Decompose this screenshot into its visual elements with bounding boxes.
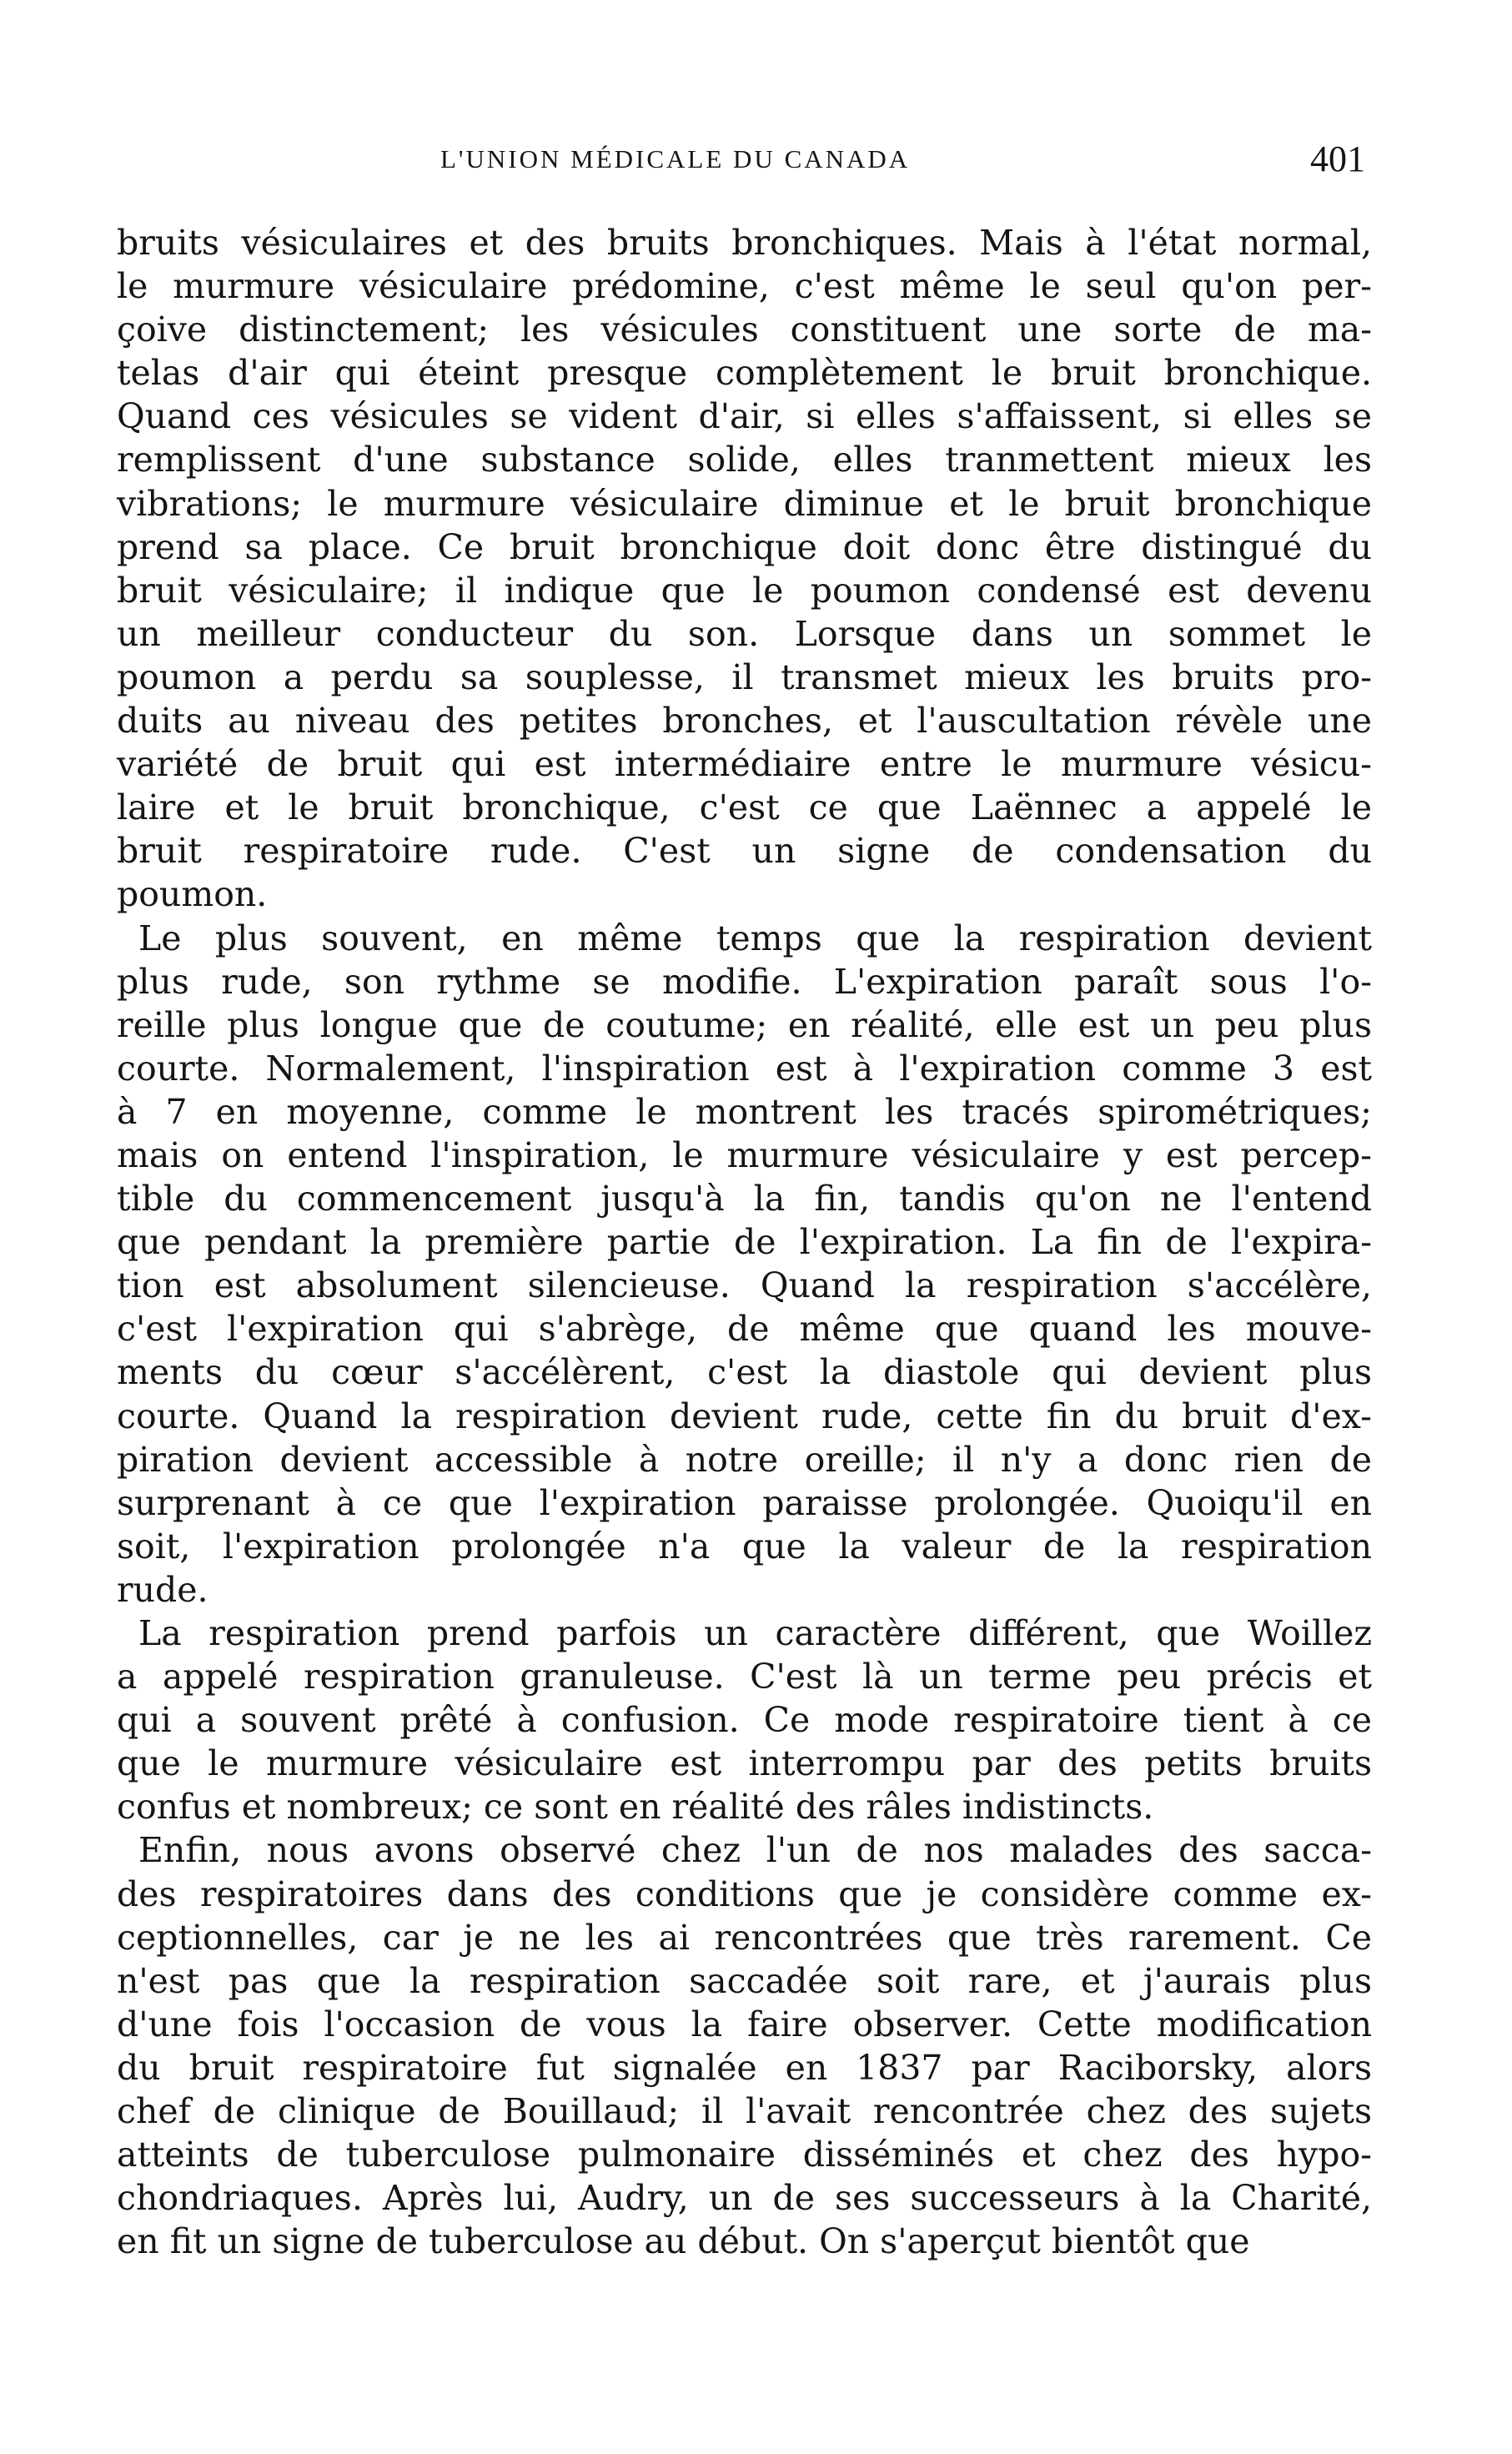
text-line: bruit respiratoire rude. C'est un signe de condensation du [117, 831, 1372, 872]
text-line: reille plus longue que de coutume; en réalité, elle est un peu plus [117, 1004, 1372, 1045]
text-line: vibrations; le murmure vésiculaire diminue et le bruit bronchique [117, 483, 1372, 524]
text-line: courte. Quand la respiration devient rude, cette fin du bruit d'ex- [117, 1395, 1372, 1436]
text-line: n'est pas que la respiration saccadée soit rare, et j'aurais plus [117, 1960, 1372, 2001]
text-line: courte. Normalement, l'inspiration est à l'expiration comme 3 est [117, 1048, 1372, 1089]
text-line: çoive distinctement; les vésicules constituent une sorte de ma- [117, 309, 1372, 350]
text-line: bruits vésiculaires et des bruits bronchiques. Mais à l'état normal, [117, 223, 1372, 263]
text-line: qui a souvent prêté à confusion. Ce mode respiratoire tient à ce [117, 1700, 1372, 1741]
page-number: 401 [1310, 138, 1365, 179]
text-line: ceptionnelles, car je ne les ai rencontrées que très rarement. Ce [117, 1917, 1372, 1958]
paragraph [117, 1612, 1372, 1828]
text-line: bruit vésiculaire; il indique que le poumon condensé est devenu [117, 570, 1372, 611]
text-line: poumon. [117, 874, 268, 915]
text-line: a appelé respiration granuleuse. C'est là un terme peu précis et [117, 1657, 1372, 1697]
text-line: que pendant la première partie de l'expiration. La fin de l'expira- [117, 1222, 1372, 1263]
text-line: mais on entend l'inspiration, le murmure vésiculaire y est percep- [117, 1134, 1372, 1175]
text-line: le murmure vésiculaire prédomine, c'est même le seul qu'on per- [117, 266, 1372, 307]
paragraph [117, 917, 1372, 1612]
text-line: c'est l'expiration qui s'abrège, de même que quand les mouve- [117, 1309, 1372, 1350]
text-line: duits au niveau des petites bronches, et l'auscultation révèle une [117, 701, 1372, 742]
text-line: laire et le bruit bronchique, c'est ce que Laënnec a appelé le [117, 787, 1372, 828]
text-line: plus rude, son rythme se modifie. L'expiration paraît sous l'o- [117, 961, 1372, 1002]
paragraph [117, 1828, 1372, 2263]
text-line: prend sa place. Ce bruit bronchique doit donc être distingué du [117, 526, 1372, 567]
body-text [117, 221, 1372, 2263]
text-line: piration devient accessible à notre oreille; il n'y a donc rien de [117, 1439, 1372, 1480]
text-line: à 7 en moyenne, comme le montrent les tracés spirométriques; [117, 1091, 1372, 1132]
text-line: que le murmure vésiculaire est interrompu par des petits bruits [117, 1743, 1372, 1784]
text-line: confus et nombreux; ce sont en réalité des râles indistincts. [117, 1787, 1154, 1828]
text-line: en fit un signe de tuberculose au début. On s'aperçut bientôt que [117, 2221, 1250, 2262]
text-line: surprenant à ce que l'expiration paraisse prolongée. Quoiqu'il en [117, 1482, 1372, 1523]
text-line: chondriaques. Après lui, Audry, un de ses successeurs à la Charité, [117, 2178, 1372, 2219]
text-line: La respiration prend parfois un caractère différent, que Woillez [138, 1613, 1372, 1653]
text-line: soit, l'expiration prolongée n'a que la valeur de la respiration [117, 1526, 1372, 1566]
text-line: Quand ces vésicules se vident d'air, si elles s'affaissent, si elles se [117, 396, 1372, 437]
text-line: variété de bruit qui est intermédiaire entre le murmure vésicu- [117, 744, 1372, 785]
text-line: tion est absolument silencieuse. Quand la respiration s'accélère, [117, 1265, 1372, 1306]
text-line: d'une fois l'occasion de vous la faire observer. Cette modification [117, 2004, 1372, 2044]
text-line: Enfin, nous avons observé chez l'un de nos malades des sacca- [138, 1830, 1372, 1871]
text-line: atteints de tuberculose pulmonaire disséminés et chez des hypo- [117, 2135, 1372, 2175]
text-line: chef de clinique de Bouillaud; il l'avait rencontrée chez des sujets [117, 2091, 1372, 2132]
text-line: poumon a perdu sa souplesse, il transmet mieux les bruits pro- [117, 656, 1372, 697]
text-line: tible du commencement jusqu'à la fin, tandis qu'on ne l'entend [117, 1179, 1372, 1219]
text-line: remplissent d'une substance solide, elles tranmettent mieux les [117, 440, 1372, 480]
text-line: des respiratoires dans des conditions que je considère comme ex- [117, 1873, 1372, 1914]
journal-title: L'UNION MÉDICALE DU CANADA [440, 144, 911, 173]
text-line: rude. [117, 1569, 208, 1610]
running-head [117, 138, 1372, 188]
text-line: Le plus souvent, en même temps que la respiration devient [138, 918, 1372, 958]
text-line: un meilleur conducteur du son. Lorsque dans un sommet le [117, 613, 1372, 654]
text-line: ments du cœur s'accélèrent, c'est la diastole qui devient plus [117, 1352, 1372, 1393]
text-line: du bruit respiratoire fut signalée en 1837 par Raciborsky, alors [117, 2047, 1372, 2088]
text-line: telas d'air qui éteint presque complètement le bruit bronchique. [117, 353, 1372, 394]
paragraph [117, 221, 1372, 917]
